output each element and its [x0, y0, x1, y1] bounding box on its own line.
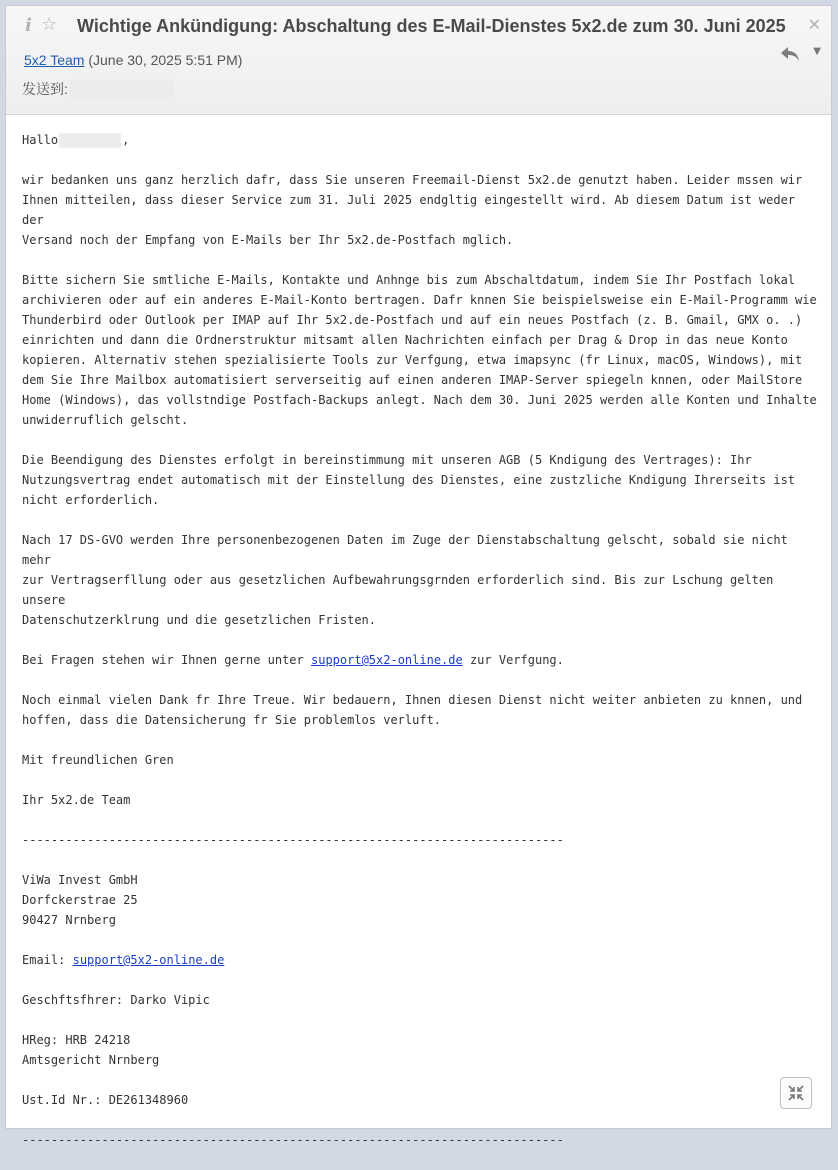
text-line: Nach 17 DS-GVO werden Ihre personenbezogenen Daten im Zuge der Dienstabschaltung gelscht, sobald sie nicht mehr	[22, 533, 788, 567]
closing: Mit freundlichen Gren	[22, 753, 174, 767]
chevron-down-icon[interactable]: ▼	[813, 46, 821, 57]
text-line: einrichten und dann die Ordnerstruktur mitsamt allen Nachrichten einfach per Drag & Drop in das neue Konto	[22, 333, 788, 347]
text-line: Nutzungsvertrag endet automatisch mit der Einstellung des Dienstes, eine zustzliche Kndigung Ihrerseits ist	[22, 473, 796, 487]
email-subject: Wichtige Ankündigung: Abschaltung des E-Mail-Dienstes 5x2.de zum 30. Juni 2025	[77, 16, 786, 36]
company-email	[22, 950, 821, 970]
text-line: Noch einmal vielen Dank fr Ihre Treue. Wir bedauern, Ihnen diesen Dienst nicht weiter anbieten zu knnen, und	[22, 693, 803, 707]
email-label: Email:	[22, 953, 66, 967]
text-line: hoffen, dass die Datensicherung fr Sie problemlos verluft.	[22, 713, 442, 727]
greeting-text: Hallo	[22, 133, 59, 147]
support-text: Bei Fragen stehen wir Ihnen gerne unter	[22, 653, 304, 667]
court: Amtsgericht Nrnberg	[22, 1053, 160, 1067]
sender-line	[24, 52, 242, 68]
text-line: Datenschutzerklrung und die gesetzlichen Fristen.	[22, 613, 377, 627]
paragraph-3	[22, 450, 821, 510]
text-line: Home (Windows), das vollstndige Postfach-Backups anlegt. Nach dem 30. Juni 2025 werden alle Konten und Inhalte	[22, 393, 817, 407]
text-line: dem Sie Ihre Mailbox automatisiert serverseitig auf einen anderen IMAP-Server spiegeln knnen, oder MailStore	[22, 373, 803, 387]
paragraph-4	[22, 530, 821, 630]
text-line: wir bedanken uns ganz herzlich dafr, dass Sie unseren Freemail-Dienst 5x2.de genutzt haben. Leider mssen wir	[22, 173, 803, 187]
collapse-button[interactable]	[780, 1077, 812, 1109]
text-line: Die Beendigung des Dienstes erfolgt in bereinstimmung mit unseren AGB (5 Kndigung des Vertrages): Ihr	[22, 453, 752, 467]
company-city: 90427 Nrnberg	[22, 913, 116, 927]
company-street: Dorfckerstrae 25	[22, 893, 138, 907]
vat-id: Ust.Id Nr.: DE261348960	[22, 1093, 189, 1107]
text-line: nicht erforderlich.	[22, 493, 160, 507]
separator: ---------------------------------------------------------------------------	[22, 833, 564, 847]
team-signature: Ihr 5x2.de Team	[22, 793, 131, 807]
text-line: archivieren oder auf ein anderes E-Mail-Konto bertragen. Dafr knnen Sie beispielsweise ein E-Mail-Programm wie	[22, 293, 817, 307]
info-icon[interactable]: i	[25, 15, 32, 36]
ceo: Geschftsfhrer: Darko Vipic	[22, 993, 210, 1007]
company-address	[22, 870, 821, 930]
email-body	[22, 130, 821, 1170]
text-line: Versand noch der Empfang von E-Mails ber Ihr 5x2.de-Postfach mglich.	[22, 233, 514, 247]
recipient-name-redacted	[59, 133, 121, 148]
recipient-label: 发送到:	[22, 81, 68, 97]
recipient-line	[22, 79, 174, 99]
paragraph-6	[22, 690, 821, 730]
registry	[22, 1030, 821, 1070]
text-line: Bitte sichern Sie smtliche E-Mails, Kontakte und Anhnge bis zum Abschaltdatum, indem Sie Ihr Postfach lokal	[22, 273, 796, 287]
support-email-link[interactable]: support@5x2-online.de	[311, 653, 463, 667]
reply-icon[interactable]	[779, 44, 801, 64]
email-window	[5, 5, 832, 1147]
star-icon[interactable]: ☆	[41, 14, 58, 35]
text-line: zur Vertragserfllung oder aus gesetzlichen Aufbewahrungsgrnden erforderlich sind. Bis zur Lschung gelten unsere	[22, 573, 774, 607]
email-date: (June 30, 2025 5:51 PM)	[88, 52, 243, 68]
greeting-comma: ,	[122, 133, 130, 147]
separator-end: ---------------------------------------------------------------------------	[22, 1133, 564, 1147]
text-line: kopieren. Alternativ stehen spezialisierte Tools zur Verfgung, etwa imapsync (fr Linux, macOS, Windows), mit	[22, 353, 803, 367]
text-line: unwiderruflich gelscht.	[22, 413, 189, 427]
close-icon[interactable]: ✕	[807, 15, 821, 34]
paragraph-5	[22, 650, 821, 670]
paragraph-1	[22, 170, 821, 250]
recipient-redacted	[70, 80, 174, 98]
company-email-link[interactable]: support@5x2-online.de	[72, 953, 225, 967]
email-header	[6, 6, 831, 115]
hreg: HReg: HRB 24218	[22, 1033, 131, 1047]
company-name: ViWa Invest GmbH	[22, 873, 138, 887]
paragraph-2	[22, 270, 821, 430]
text-line: Ihnen mitteilen, dass dieser Service zum 31. Juli 2025 endgltig eingestellt wird. Ab diesem Datum ist weder der	[22, 193, 796, 227]
greeting	[22, 130, 821, 150]
text-line: Thunderbird oder Outlook per IMAP auf Ihr 5x2.de-Postfach und auf ein neues Postfach (z. B. Gmail, GMX o. .)	[22, 313, 803, 327]
sender-link[interactable]: 5x2 Team	[24, 52, 85, 68]
support-text-end: zur Verfgung.	[469, 653, 564, 667]
collapse-icon	[787, 1084, 805, 1102]
